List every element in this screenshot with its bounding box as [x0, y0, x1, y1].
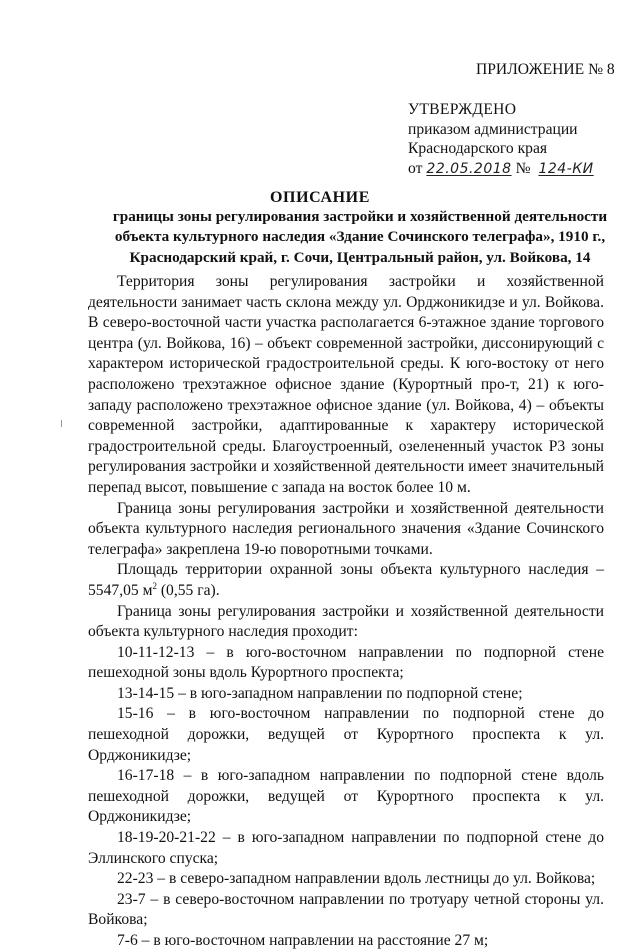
boundary-segment: 16-17-18 – в юго-западном направлении по подпорной стене вдоль пешеходной дорожки, ведущей от Курортного проспекта к ул. Орджоникидзе;	[88, 767, 604, 826]
area-superscript: 2	[152, 580, 157, 591]
date-prefix: от	[408, 159, 423, 177]
appendix-label: ПРИЛОЖЕНИЕ № 8	[476, 61, 615, 78]
boundary-segment: 18-19-20-21-22 – в юго-западном направлении по подпорной стене до Эллинского спуска;	[88, 829, 604, 867]
tick-mark	[61, 420, 62, 427]
document-body	[88, 272, 604, 952]
number-prefix: №	[515, 159, 531, 177]
paragraph-boundary-intro: Граница зоны регулирования застройки и хозяйственной деятельности объекта культурного наследия проходит:	[88, 602, 604, 641]
handwritten-number: 124-КИ	[538, 160, 594, 177]
boundary-segment: 22-23 – в северо-западном направлении вдоль лестницы до ул. Войкова;	[117, 870, 596, 888]
paragraph-boundary-points: Граница зоны регулирования застройки и хозяйственной деятельности объекта культурного наследия регионального значения «Здание Сочинского телеграфа» закреплена 19-ю поворотными точками.	[88, 499, 604, 558]
approved-label: УТВЕРЖДЕНО	[408, 101, 517, 118]
handwritten-date: 22.05.2018	[426, 160, 512, 177]
boundary-segment: 13-14-15 – в юго-западном направлении по подпорной стене;	[117, 684, 523, 702]
boundary-segment: 23-7 – в северо-восточном направлении по тротуару четной стороны ул. Войкова;	[88, 890, 604, 929]
document-title: ОПИСАНИЕ	[269, 189, 370, 206]
order-line-2: Краснодарского края	[408, 140, 548, 157]
document-subtitle: границы зоны регулирования застройки и хозяйственной деятельности объекта культурного наследия «Здание Сочинского телеграфа», 1910 г., Краснодарский край, г. Сочи, Центральный район, ул. Войкова, 14	[112, 208, 608, 266]
paragraph-area	[88, 560, 604, 601]
decree-date-number	[408, 159, 602, 180]
order-line-1: приказом администрации	[408, 120, 578, 138]
boundary-segment: 10-11-12-13 – в юго-восточном направлении по подпорной стене пешеходной зоны вдоль Курортного проспекта;	[88, 643, 604, 682]
area-text: Площадь территории охранной зоны объекта культурного наследия – 5547,05 м	[88, 561, 604, 599]
boundary-segment: 15-16 – в юго-восточном направлении по подпорной стене до пешеходной дорожки, ведущей от Курортного проспекта к ул. Орджоникидзе;	[88, 705, 604, 764]
boundary-segment: 7-6 – в юго-восточном направлении на расстояние 27 м;	[117, 932, 489, 949]
paragraph-territory: Территория зоны регулирования застройки и хозяйственной деятельности занимает часть склона между ул. Орджоникидзе и ул. Войкова. В северо-восточной части участка располагается 6-этажное здание торгового центра (ул. Войкова, 16) – объект современной застройки, диссонирующий с характером исторической градостроительной среды. К юго-востоку от него расположено трехэтажное офисное здание (Курортный про-т, 21) к юго-западу расположено трехэтажное офисное здание (ул. Войкова, 4) – объекты современной застройки, адаптированные к характеру исторической градостроительной среды. Благоустроенный, озелененный участок Р3 зоны регулирования застройки и хозяйственной деятельности имеет значительный перепад высот, повышение с запада на восток более 10 м.	[88, 273, 604, 496]
approval-block	[408, 100, 602, 179]
area-text-end: (0,55 га).	[156, 581, 220, 599]
